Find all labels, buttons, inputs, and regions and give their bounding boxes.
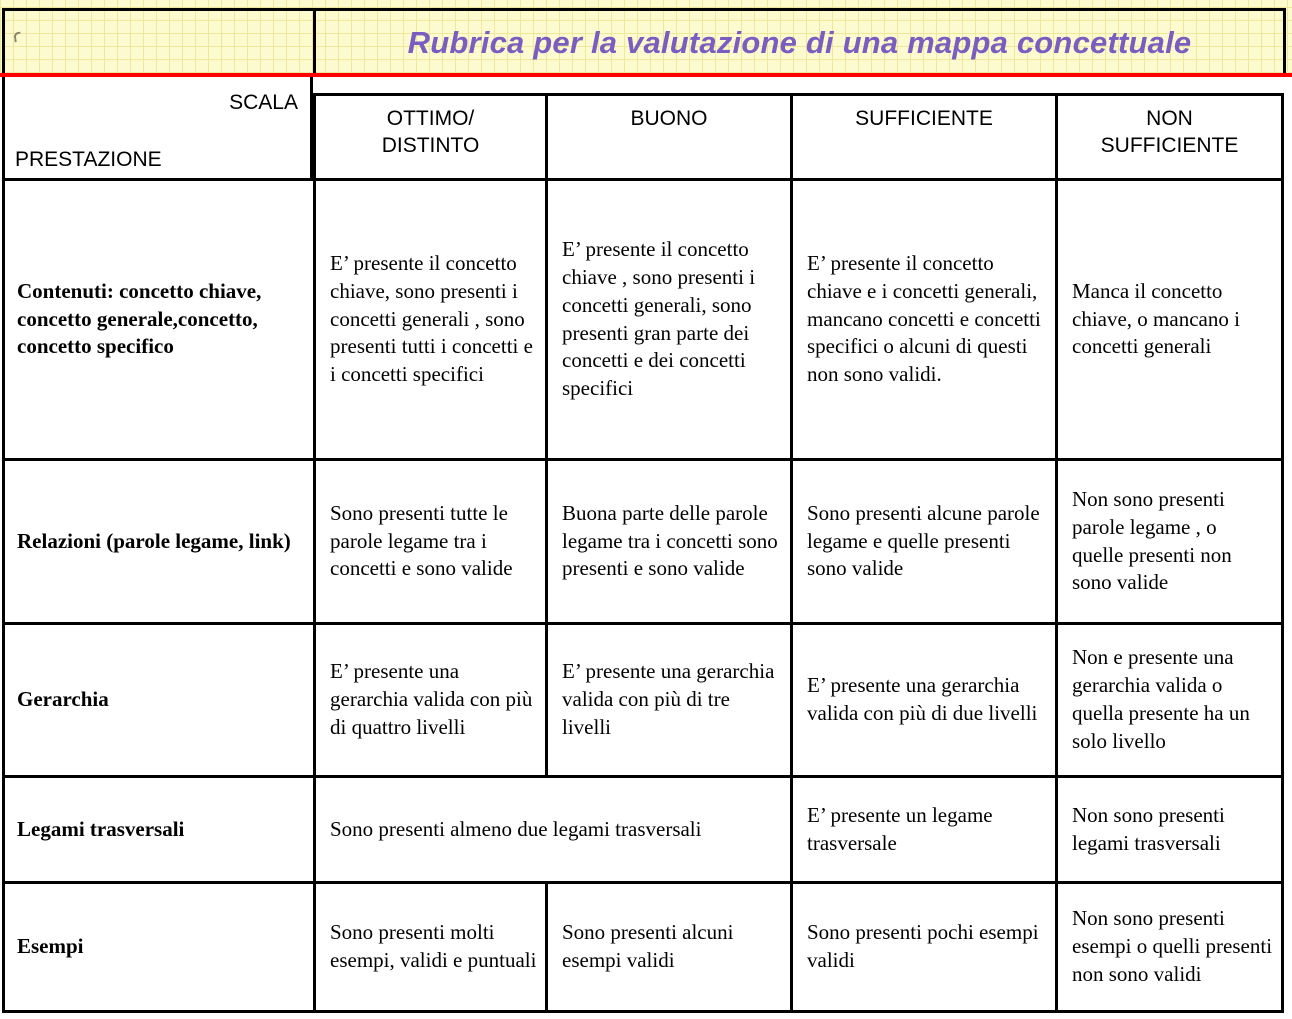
cell-text: Sono presenti alcuni esempi validi (562, 920, 734, 972)
cell-gerarchia-ottimo (316, 625, 548, 778)
row-label-text: Esempi (17, 934, 84, 959)
cell-text: E’ presente una gerarchia valida con più di due livelli (807, 673, 1038, 725)
cell-esempi-sufficiente (793, 884, 1058, 1010)
scale-header-line: NON (1146, 107, 1193, 130)
row-label-legami-trasversali (5, 778, 316, 884)
scale-header-row (313, 93, 1284, 178)
cell-text: Buona parte delle parole legame tra i concetti sono presenti e sono valide (562, 500, 778, 581)
cell-text: Manca il concetto chiave, o mancano i concetti generali (1072, 278, 1240, 359)
scale-header-ottimo-distinto (316, 96, 548, 178)
cell-esempi-buono (548, 884, 793, 1010)
cell-relazioni-ottimo (316, 461, 548, 625)
title-band-empty-cell (2, 8, 313, 73)
scale-header-non-sufficiente (1058, 96, 1281, 178)
scale-header-buono (548, 96, 793, 178)
cell-relazioni-buono (548, 461, 793, 625)
rubric-table-body (2, 178, 1284, 1013)
cell-esempi-non-sufficiente (1058, 884, 1281, 1010)
row-label-relazioni (5, 461, 316, 625)
cell-text: Non sono presenti parole legame , o quelle presenti non sono valide (1072, 486, 1232, 595)
cell-text: E’ presente una gerarchia valida con più di quattro livelli (330, 659, 533, 739)
cell-text: E’ presente un legame trasversale (807, 802, 993, 855)
cell-contenuti-ottimo (316, 181, 548, 461)
cell-text: Sono presenti almeno due legami trasversali (330, 816, 702, 841)
row-label-text: Legami trasversali (17, 816, 185, 841)
cell-gerarchia-non-sufficiente (1058, 625, 1281, 778)
scale-header-sufficiente (793, 96, 1058, 178)
cell-text: Non sono presenti esempi o quelli presenti non sono validi (1072, 906, 1273, 986)
cell-text: Sono presenti molti esempi, validi e puntuali (330, 920, 537, 972)
cell-relazioni-non-sufficiente (1058, 461, 1281, 625)
title-band (0, 0, 1292, 73)
cell-legami-non-sufficiente (1058, 778, 1281, 884)
cell-gerarchia-buono (548, 625, 793, 778)
cell-text: Sono presenti pochi esempi validi (807, 920, 1039, 972)
corner-header-cell (2, 77, 313, 178)
cell-text: E’ presente una gerarchia valida con più di tre livelli (562, 659, 775, 739)
cell-legami-ottimo-buono-merged (316, 778, 793, 884)
corner-artifact-mark (13, 32, 21, 43)
cell-text: Non sono presenti legami trasversali (1072, 802, 1225, 855)
row-label-text: Gerarchia (17, 687, 109, 712)
cell-text: E’ presente il concetto chiave e i concetti generali, mancano concetti e concetti specifici o alcuni di questi non sono validi. (807, 250, 1041, 387)
cell-text: E’ presente il concetto chiave , sono presenti i concetti generali, sono presenti gran parte dei concetti e dei concetti specifici (562, 236, 756, 401)
row-label-esempi (5, 884, 316, 1010)
scale-header-line: BUONO (630, 107, 708, 130)
row-label-text: Relazioni (parole legame, link) (17, 528, 291, 553)
corner-label-prestazione: PRESTAZIONE (15, 148, 162, 171)
scale-header-line: DISTINTO (381, 134, 480, 158)
scale-header-line: OTTIMO/ (386, 107, 475, 130)
cell-contenuti-non-sufficiente (1058, 181, 1281, 461)
row-label-contenuti (5, 181, 316, 461)
cell-text: Sono presenti alcune parole legame e quelle presenti sono valide (807, 500, 1040, 581)
cell-contenuti-sufficiente (793, 181, 1058, 461)
cell-text: Non e presente una gerarchia valida o quella presente ha un solo livello (1072, 645, 1250, 753)
corner-label-scala: SCALA (229, 91, 298, 114)
cell-gerarchia-sufficiente (793, 625, 1058, 778)
cell-text: Sono presenti tutte le parole legame tra i concetti e sono valide (330, 500, 513, 581)
row-label-text: Contenuti: concetto chiave, concetto generale,concetto, concetto specifico (17, 278, 262, 359)
title-cell (313, 8, 1286, 73)
cell-relazioni-sufficiente (793, 461, 1058, 625)
cell-legami-sufficiente (793, 778, 1058, 884)
scale-header-line: SUFFICIENTE (1100, 134, 1239, 158)
cell-text: E’ presente il concetto chiave, sono presenti i concetti generali , sono presenti tutti i concetti e i concetti specifici (330, 250, 533, 387)
row-label-gerarchia (5, 625, 316, 778)
page-title: Rubrica per la valutazione di una mappa concettuale (407, 25, 1192, 60)
scale-header-line: SUFFICIENTE (855, 107, 993, 130)
cell-esempi-ottimo (316, 884, 548, 1010)
cell-contenuti-buono (548, 181, 793, 461)
